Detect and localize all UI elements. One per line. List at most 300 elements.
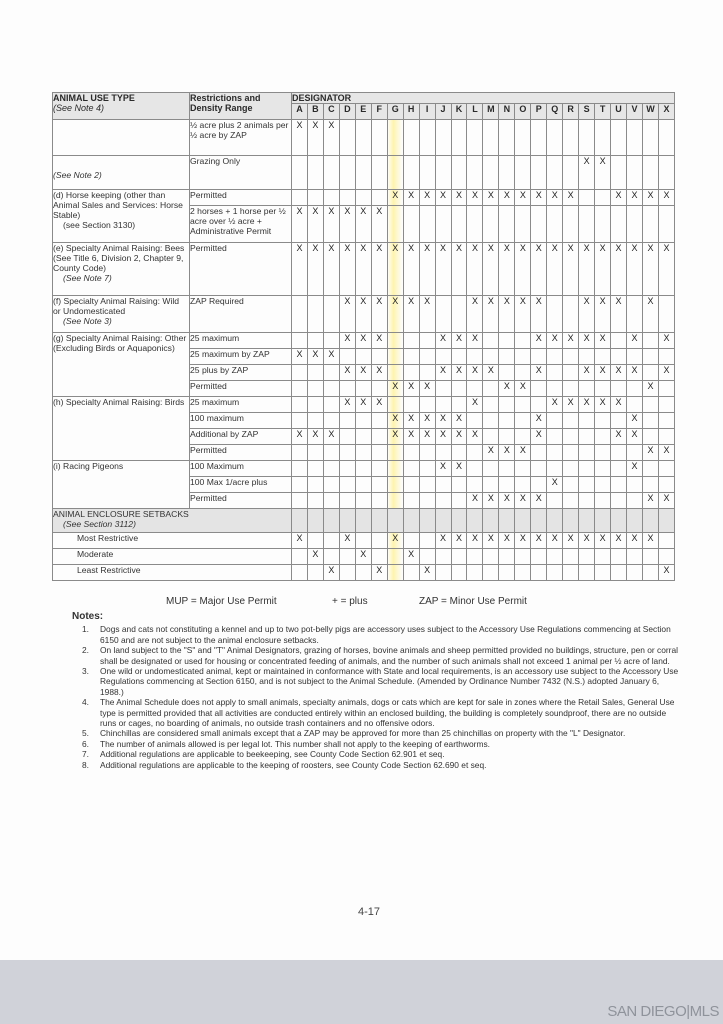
cell-c: X [323, 349, 339, 365]
cell-r [563, 206, 579, 243]
cell-l [467, 477, 483, 493]
legend-plus: + = plus [332, 596, 368, 607]
cell-w [642, 413, 658, 429]
cell-d [339, 445, 355, 461]
restriction-density: 25 maximum [190, 397, 292, 413]
cell-r [563, 413, 579, 429]
cell-t: X [595, 533, 611, 549]
cell-q: X [547, 243, 563, 296]
cell-n [499, 349, 515, 365]
cell-m [483, 429, 499, 445]
cell-d [339, 461, 355, 477]
cell-l: X [467, 333, 483, 349]
cell-h: X [403, 243, 419, 296]
cell-j: X [435, 461, 451, 477]
note-number: 8. [82, 759, 89, 770]
use-type-label: (e) Specialty Animal Raising: Bees (See Title 6, Division 2, Chapter 9, County Code) [53, 243, 185, 273]
cell-s: X [579, 243, 595, 296]
note-text: The number of animals allowed is per legal lot. This number shall not apply to the keeping of earthworms. [100, 738, 490, 749]
setback-label: Most Restrictive [53, 533, 292, 549]
cell-o: X [515, 445, 531, 461]
cell-o [515, 549, 531, 565]
cell-l [467, 120, 483, 156]
cell-x: X [658, 565, 674, 581]
cell-v [627, 156, 643, 190]
cell-e [355, 461, 371, 477]
cell-q [547, 565, 563, 581]
cell-t [595, 477, 611, 493]
cell-j: X [435, 413, 451, 429]
cell-i [419, 533, 435, 549]
cell-x [658, 156, 674, 190]
cell-l: X [467, 365, 483, 381]
cell-j: X [435, 533, 451, 549]
cell-u [611, 477, 627, 493]
cell-q [547, 120, 563, 156]
restriction-density: 25 plus by ZAP [190, 365, 292, 381]
cell-j: X [435, 365, 451, 381]
cell-r [563, 156, 579, 190]
cell-q [547, 365, 563, 381]
cell-h [403, 397, 419, 413]
cell-j [435, 509, 451, 533]
cell-p [531, 381, 547, 397]
cell-q [547, 429, 563, 445]
cell-p: X [531, 533, 547, 549]
cell-r [563, 296, 579, 333]
cell-j [435, 477, 451, 493]
use-type-label: (See Note 2) [53, 170, 102, 180]
cell-d [339, 156, 355, 190]
note-number: 3. [82, 666, 89, 677]
cell-v [627, 509, 643, 533]
restriction-density: 100 Maximum [190, 461, 292, 477]
cell-x [658, 413, 674, 429]
cell-f [371, 533, 387, 549]
cell-m: X [483, 190, 499, 206]
cell-h [403, 461, 419, 477]
cell-k [451, 565, 467, 581]
cell-t: X [595, 296, 611, 333]
cell-a [292, 365, 308, 381]
cell-m [483, 381, 499, 397]
use-type-label: (i) Racing Pigeons [53, 461, 124, 471]
cell-x [658, 381, 674, 397]
cell-k: X [451, 365, 467, 381]
cell-b [307, 333, 323, 349]
cell-i: X [419, 243, 435, 296]
cell-b [307, 365, 323, 381]
cell-k [451, 397, 467, 413]
cell-g [387, 333, 403, 349]
cell-a [292, 549, 308, 565]
cell-c [323, 333, 339, 349]
cell-d: X [339, 533, 355, 549]
designator-m: M [483, 104, 499, 120]
cell-j [435, 206, 451, 243]
cell-e [355, 493, 371, 509]
cell-r [563, 477, 579, 493]
cell-r: X [563, 397, 579, 413]
cell-s: X [579, 365, 595, 381]
cell-u: X [611, 296, 627, 333]
cell-o [515, 565, 531, 581]
restriction-density: Permitted [190, 190, 292, 206]
cell-s: X [579, 156, 595, 190]
cell-s [579, 349, 595, 365]
cell-g [387, 120, 403, 156]
cell-f [371, 445, 387, 461]
use-type-label: (h) Specialty Animal Raising: Birds [53, 397, 185, 407]
cell-x [658, 477, 674, 493]
cell-v [627, 349, 643, 365]
cell-g: X [387, 381, 403, 397]
legend-zap: ZAP = Minor Use Permit [419, 596, 527, 607]
table-row [53, 120, 675, 156]
header-use-type-note: (See Note 4) [53, 103, 105, 113]
cell-l [467, 565, 483, 581]
cell-w: X [642, 381, 658, 397]
cell-x [658, 397, 674, 413]
cell-j [435, 549, 451, 565]
cell-g [387, 477, 403, 493]
cell-e: X [355, 397, 371, 413]
cell-i: X [419, 429, 435, 445]
cell-p: X [531, 243, 547, 296]
restriction-density: Permitted [190, 381, 292, 397]
cell-x: X [658, 190, 674, 206]
cell-c [323, 461, 339, 477]
note-number: 7. [82, 749, 89, 760]
table-row [53, 243, 675, 296]
cell-g: X [387, 190, 403, 206]
cell-d [339, 549, 355, 565]
table-header-row [53, 93, 675, 104]
designator-x: X [658, 104, 674, 120]
designator-u: U [611, 104, 627, 120]
cell-w [642, 120, 658, 156]
note-number: 2. [82, 645, 89, 656]
cell-x [658, 549, 674, 565]
cell-b [307, 445, 323, 461]
note-item [72, 666, 682, 697]
cell-n: X [499, 445, 515, 461]
table-row [53, 156, 675, 190]
cell-c [323, 397, 339, 413]
cell-a [292, 397, 308, 413]
cell-n: X [499, 190, 515, 206]
cell-m: X [483, 533, 499, 549]
cell-a [292, 413, 308, 429]
cell-n: X [499, 381, 515, 397]
cell-t [595, 206, 611, 243]
setback-row [53, 565, 675, 581]
cell-d: X [339, 243, 355, 296]
cell-r: X [563, 333, 579, 349]
note-item [72, 624, 682, 645]
cell-c: X [323, 565, 339, 581]
cell-h [403, 120, 419, 156]
use-type-label: (g) Specialty Animal Raising: Other (Excluding Birds or Aquaponics) [53, 333, 187, 353]
cell-b: X [307, 120, 323, 156]
cell-c: X [323, 120, 339, 156]
cell-u [611, 413, 627, 429]
cell-m: X [483, 296, 499, 333]
table-row [53, 461, 675, 477]
cell-i [419, 156, 435, 190]
cell-b: X [307, 243, 323, 296]
animal-use-type [53, 243, 190, 296]
setbacks-header-row [53, 509, 675, 533]
header-designator: DESIGNATOR [292, 93, 675, 104]
cell-d [339, 477, 355, 493]
cell-v [627, 381, 643, 397]
cell-f [371, 509, 387, 533]
cell-e: X [355, 206, 371, 243]
cell-b [307, 190, 323, 206]
cell-s [579, 461, 595, 477]
cell-p [531, 349, 547, 365]
cell-b: X [307, 429, 323, 445]
cell-u: X [611, 365, 627, 381]
cell-x [658, 533, 674, 549]
cell-p [531, 461, 547, 477]
cell-c: X [323, 429, 339, 445]
cell-n [499, 549, 515, 565]
cell-f [371, 477, 387, 493]
cell-g: X [387, 296, 403, 333]
cell-h: X [403, 381, 419, 397]
cell-k [451, 156, 467, 190]
cell-v: X [627, 461, 643, 477]
cell-x [658, 120, 674, 156]
cell-c [323, 445, 339, 461]
cell-b [307, 493, 323, 509]
cell-c [323, 156, 339, 190]
note-item [72, 728, 682, 738]
cell-o: X [515, 381, 531, 397]
table-row [53, 333, 675, 349]
cell-b [307, 477, 323, 493]
cell-l [467, 445, 483, 461]
cell-e: X [355, 365, 371, 381]
cell-t: X [595, 156, 611, 190]
cell-i: X [419, 413, 435, 429]
cell-u [611, 120, 627, 156]
use-type-note: (See Note 3) [63, 316, 112, 326]
cell-o [515, 156, 531, 190]
notes-title: Notes: [72, 611, 104, 622]
cell-r: X [563, 190, 579, 206]
cell-b [307, 156, 323, 190]
cell-s [579, 120, 595, 156]
cell-w [642, 549, 658, 565]
cell-q: X [547, 397, 563, 413]
cell-e: X [355, 243, 371, 296]
cell-t [595, 190, 611, 206]
cell-q: X [547, 333, 563, 349]
cell-a [292, 509, 308, 533]
cell-v [627, 397, 643, 413]
cell-j: X [435, 429, 451, 445]
designator-a: A [292, 104, 308, 120]
cell-o: X [515, 190, 531, 206]
animal-use-type [53, 156, 190, 190]
cell-p [531, 397, 547, 413]
table-row [53, 397, 675, 413]
note-text: Additional regulations are applicable to beekeeping, see County Code Section 62.901 et seq. [100, 749, 445, 760]
cell-u [611, 381, 627, 397]
cell-u: X [611, 243, 627, 296]
cell-t [595, 349, 611, 365]
animal-use-type [53, 461, 190, 509]
cell-u: X [611, 397, 627, 413]
cell-d: X [339, 397, 355, 413]
cell-s: X [579, 296, 595, 333]
cell-u [611, 549, 627, 565]
cell-m: X [483, 365, 499, 381]
cell-v [627, 493, 643, 509]
cell-r [563, 381, 579, 397]
cell-i [419, 493, 435, 509]
cell-v: X [627, 333, 643, 349]
cell-n: X [499, 243, 515, 296]
cell-x: X [658, 333, 674, 349]
cell-o: X [515, 493, 531, 509]
cell-s [579, 190, 595, 206]
setback-label: Least Restrictive [53, 565, 292, 581]
cell-h [403, 509, 419, 533]
cell-i [419, 397, 435, 413]
cell-o [515, 333, 531, 349]
cell-q: X [547, 190, 563, 206]
cell-l [467, 509, 483, 533]
cell-f [371, 190, 387, 206]
cell-q [547, 509, 563, 533]
cell-k: X [451, 190, 467, 206]
cell-u [611, 565, 627, 581]
cell-u: X [611, 190, 627, 206]
cell-o [515, 429, 531, 445]
cell-s [579, 206, 595, 243]
cell-p: X [531, 296, 547, 333]
cell-c [323, 509, 339, 533]
restriction-density: Permitted [190, 243, 292, 296]
cell-w: X [642, 243, 658, 296]
cell-b [307, 296, 323, 333]
cell-g [387, 349, 403, 365]
note-number: 1. [82, 624, 89, 635]
cell-i: X [419, 381, 435, 397]
cell-c [323, 533, 339, 549]
restriction-density: 25 maximum by ZAP [190, 349, 292, 365]
cell-s [579, 381, 595, 397]
cell-e [355, 413, 371, 429]
cell-l [467, 549, 483, 565]
cell-f [371, 493, 387, 509]
cell-o [515, 461, 531, 477]
cell-r: X [563, 533, 579, 549]
cell-g [387, 461, 403, 477]
cell-d [339, 413, 355, 429]
restriction-density: Permitted [190, 445, 292, 461]
cell-i [419, 206, 435, 243]
cell-e [355, 156, 371, 190]
cell-a: X [292, 429, 308, 445]
cell-i [419, 333, 435, 349]
cell-j: X [435, 243, 451, 296]
cell-m [483, 477, 499, 493]
setbacks-note: (See Section 3112) [63, 519, 136, 529]
cell-i: X [419, 296, 435, 333]
cell-s [579, 445, 595, 461]
cell-t [595, 565, 611, 581]
cell-k [451, 296, 467, 333]
cell-p [531, 206, 547, 243]
designator-w: W [642, 104, 658, 120]
cell-c [323, 477, 339, 493]
cell-f: X [371, 206, 387, 243]
cell-d: X [339, 333, 355, 349]
cell-x: X [658, 493, 674, 509]
cell-k [451, 445, 467, 461]
designator-n: N [499, 104, 515, 120]
cell-v: X [627, 243, 643, 296]
cell-q [547, 156, 563, 190]
cell-n [499, 477, 515, 493]
cell-u [611, 156, 627, 190]
cell-r: X [563, 243, 579, 296]
cell-a: X [292, 349, 308, 365]
cell-l [467, 413, 483, 429]
cell-k [451, 120, 467, 156]
cell-n [499, 397, 515, 413]
cell-v: X [627, 429, 643, 445]
designator-j: J [435, 104, 451, 120]
cell-l [467, 381, 483, 397]
footer-band [0, 960, 723, 1024]
designator-l: L [467, 104, 483, 120]
designator-r: R [563, 104, 579, 120]
cell-e [355, 120, 371, 156]
cell-f [371, 549, 387, 565]
header-use-type-label: ANIMAL USE TYPE [53, 93, 135, 103]
cell-e [355, 445, 371, 461]
table-row [53, 296, 675, 333]
cell-h [403, 333, 419, 349]
cell-u: X [611, 429, 627, 445]
restriction-density: Permitted [190, 493, 292, 509]
cell-a: X [292, 120, 308, 156]
cell-m [483, 509, 499, 533]
cell-s [579, 549, 595, 565]
cell-a [292, 381, 308, 397]
cell-o [515, 120, 531, 156]
cell-g [387, 565, 403, 581]
cell-w: X [642, 296, 658, 333]
cell-l: X [467, 397, 483, 413]
cell-x [658, 296, 674, 333]
cell-s [579, 509, 595, 533]
cell-o: X [515, 296, 531, 333]
note-text: One wild or undomesticated animal, kept or maintained in conformance with State and local requirements, is an accessory use subject to the Accessory Use Regulations commencing at Section 6150, and is not subject to the Animal Schedule. (Amended by Ordinance Number 7432 (N.S.) adopted January 6, 1988.) [100, 666, 679, 697]
note-number: 5. [82, 728, 89, 739]
cell-c [323, 296, 339, 333]
cell-f [371, 381, 387, 397]
cell-m [483, 333, 499, 349]
cell-x [658, 206, 674, 243]
cell-f: X [371, 565, 387, 581]
